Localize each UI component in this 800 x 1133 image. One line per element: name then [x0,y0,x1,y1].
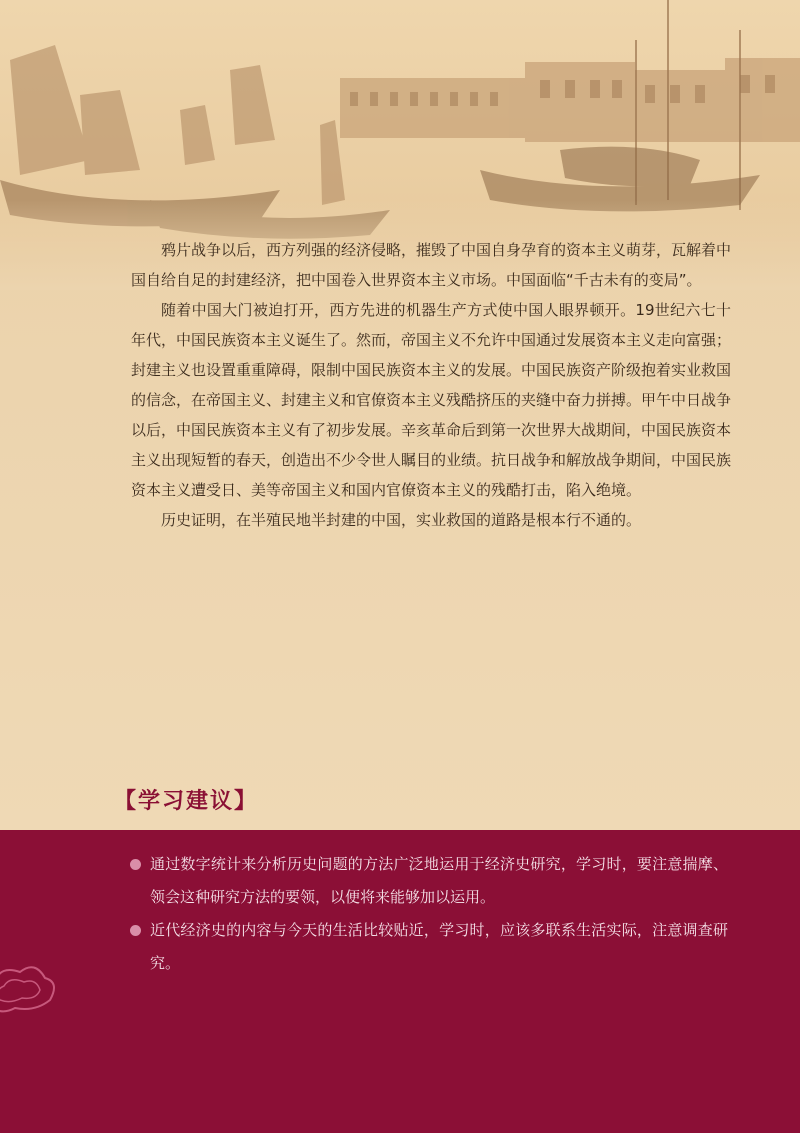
paragraph-2: 随着中国大门被迫打开，西方先进的机器生产方式使中国人眼界顿开。19世纪六七十年代，中国民族资本主义诞生了。然而，帝国主义不允许中国通过发展资本主义走向富强；封建主义也设置重重障碍，限制中国民族资本主义的发展。中国民族资产阶级抱着实业救国的信念，在帝国主义、封建主义和官僚资本主义残酷挤压的夹缝中奋力拼搏。甲午中日战争以后，中国民族资本主义有了初步发展。辛亥革命后到第一次世界大战期间，中国民族资本主义出现短暂的春天，创造出不少令世人瞩目的业绩。抗日战争和解放战争期间，中国民族资本主义遭受日、美等帝国主义和国内官僚资本主义的残酷打击，陷入绝境。 [131,301,732,499]
suggestion-text-2: 近代经济史的内容与今天的生活比较贴近，学习时，应该多联系生活实际，注意调查研究。 [150,921,728,972]
cloud-ornament-icon [0,950,60,1030]
paragraph-3: 历史证明，在半殖民地半封建的中国，实业救国的道路是根本行不通的。 [161,511,642,529]
suggestion-text-1: 通过数字统计来分析历史问题的方法广泛地运用于经济史研究，学习时，要注意揣摩、领会这种研究方法的要领，以便将来能够加以运用。 [150,855,728,906]
article-body [131,235,731,535]
suggestion-item-2 [128,914,728,980]
bullet-icon [130,859,141,870]
paragraph-1: 鸦片战争以后，西方列强的经济侵略，摧毁了中国自身孕育的资本主义萌芽，瓦解着中国自给自足的封建经济，把中国卷入世界资本主义市场。中国面临“千古未有的变局”。 [131,241,732,289]
bullet-icon [130,925,141,936]
study-suggestion-panel [0,830,800,1133]
study-suggestion-list [128,848,728,980]
suggestion-item-1 [128,848,728,914]
study-suggestion-heading: 【学习建议】 [114,789,259,814]
